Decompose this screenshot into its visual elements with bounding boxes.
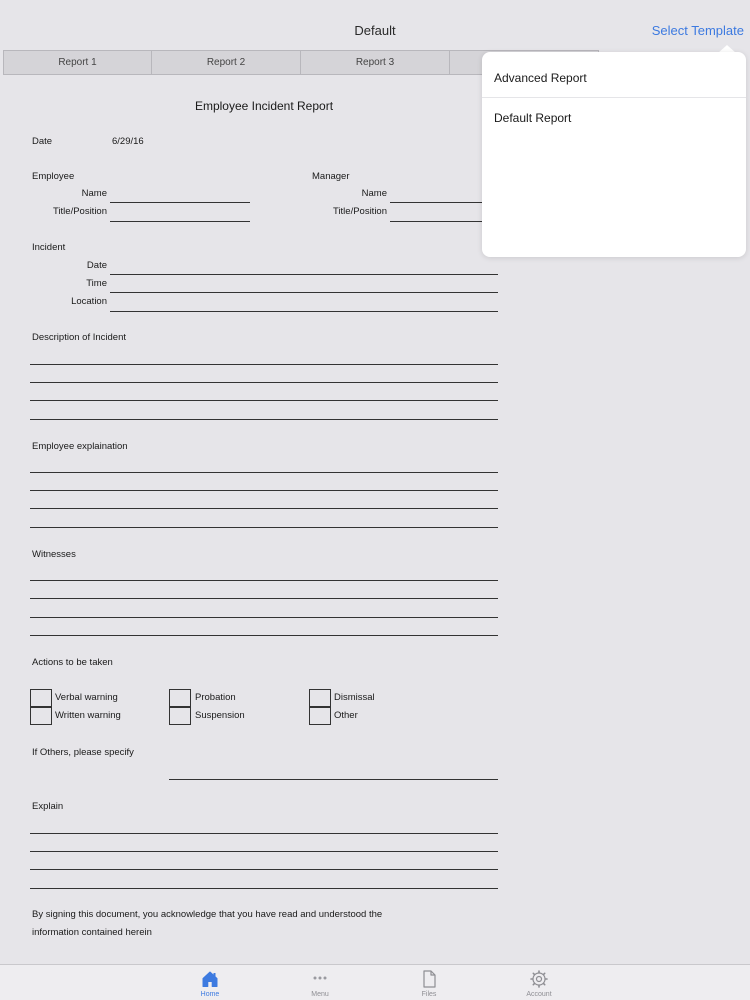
verbal-warning-checkbox[interactable] [30,689,52,707]
more-dots-icon [310,969,330,989]
description-label: Description of Incident [32,332,126,343]
witnesses-line[interactable] [30,580,498,581]
employee-heading: Employee [32,171,75,182]
explain-line[interactable] [30,869,498,870]
written-warning-label: Written warning [55,710,121,721]
probation-label: Probation [195,692,236,703]
manager-heading: Manager [312,171,350,182]
description-line[interactable] [30,382,498,383]
tab-report-2[interactable]: Report 2 [152,50,301,75]
tab-home[interactable] [170,965,250,1000]
explanation-line[interactable] [30,490,498,491]
form-title: Employee Incident Report [194,99,334,113]
template-popover [482,52,746,257]
tab-home-label: Home [200,991,220,998]
tab-files[interactable] [389,965,469,1000]
incident-location-field[interactable] [110,311,498,312]
employee-name-label: Name [81,188,107,199]
others-specify-field[interactable] [169,779,498,780]
select-template-button[interactable]: Select Template [651,23,744,38]
incident-time-field[interactable] [110,292,498,293]
employee-name-field[interactable] [110,202,250,203]
suspension-label: Suspension [195,710,245,721]
acknowledgement-text: By signing this document, you acknowledge that you have read and understood the [32,909,383,920]
description-line[interactable] [30,400,498,401]
actions-heading: Actions to be taken [32,657,113,668]
explain-line[interactable] [30,851,498,852]
bottom-tab-bar [0,964,750,1000]
incident-location-label: Location [71,296,107,307]
tab-report-3[interactable]: Report 3 [301,50,450,75]
description-line[interactable] [30,419,498,420]
incident-heading: Incident [32,242,66,253]
probation-checkbox[interactable] [169,689,191,707]
witnesses-line[interactable] [30,598,498,599]
tab-menu-label: Menu [311,991,329,998]
other-label: Other [334,710,358,721]
suspension-checkbox[interactable] [169,707,191,725]
page-title: Default [354,23,396,38]
tab-account[interactable] [499,965,579,1000]
home-icon [200,969,220,989]
dismissal-label: Dismissal [334,692,375,703]
written-warning-checkbox[interactable] [30,707,52,725]
others-specify-label: If Others, please specify [32,747,134,758]
explanation-line[interactable] [30,527,498,528]
tab-report-1[interactable]: Report 1 [3,50,152,75]
manager-title-field[interactable] [390,221,482,222]
manager-name-field[interactable] [390,202,482,203]
template-option-default-report[interactable]: Default Report [494,111,572,125]
incident-date-field[interactable] [110,274,498,275]
tab-menu[interactable] [280,965,360,1000]
manager-title-label: Title/Position [332,206,387,217]
template-option-advanced-report[interactable]: Advanced Report [482,58,746,98]
other-checkbox[interactable] [309,707,331,725]
file-icon [419,969,439,989]
witnesses-label: Witnesses [32,549,76,560]
manager-name-label: Name [361,188,387,199]
dismissal-checkbox[interactable] [309,689,331,707]
explanation-line[interactable] [30,508,498,509]
date-value[interactable]: 6/29/16 [112,136,144,147]
explanation-line[interactable] [30,472,498,473]
explanation-label: Employee explaination [32,441,128,452]
employee-title-label: Title/Position [52,206,107,217]
description-line[interactable] [30,364,498,365]
tab-files-label: Files [421,991,437,998]
explain-line[interactable] [30,888,498,889]
witnesses-line[interactable] [30,617,498,618]
tab-account-label: Account [526,991,552,998]
explain-label: Explain [32,801,64,812]
gear-icon [529,969,549,989]
incident-date-label: Date [86,260,107,271]
incident-time-label: Time [86,278,107,289]
employee-title-field[interactable] [110,221,250,222]
date-label: Date [32,136,53,147]
explain-line[interactable] [30,833,498,834]
verbal-warning-label: Verbal warning [55,692,118,703]
witnesses-line[interactable] [30,635,498,636]
navigation-bar [0,0,750,48]
acknowledgement-text-cont: information contained herein [32,927,152,938]
